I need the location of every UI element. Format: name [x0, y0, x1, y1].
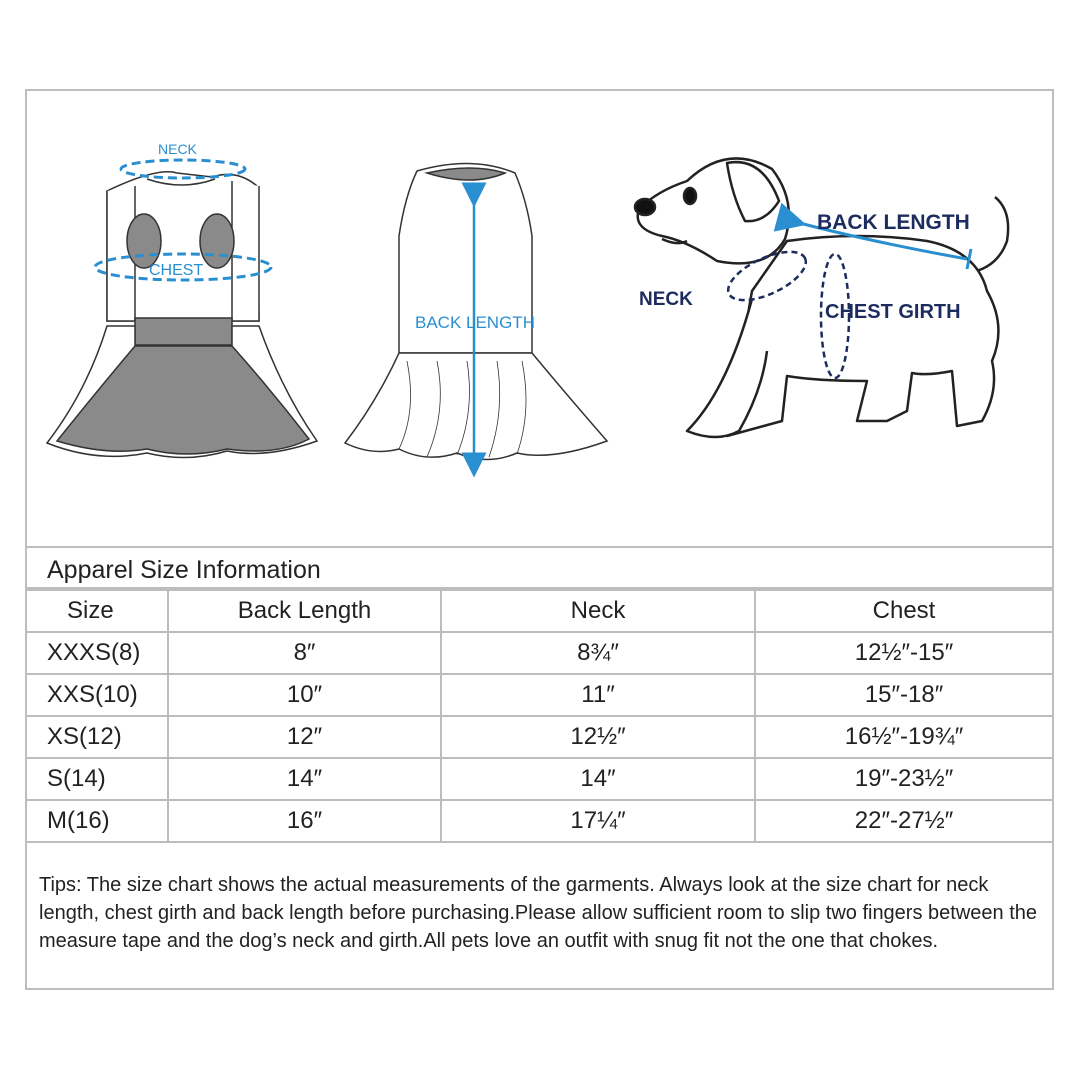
front-chest-label: CHEST: [149, 262, 204, 279]
table-title-bar: [27, 546, 1052, 589]
table-row: [27, 716, 1052, 758]
size-table: [27, 589, 1052, 843]
cell-chest: 12½″-15″: [755, 632, 1052, 674]
cell-neck: 12½″: [441, 716, 755, 758]
cell-chest: 15″-18″: [755, 674, 1052, 716]
cell-back-length: 14″: [168, 758, 441, 800]
table-row: [27, 674, 1052, 716]
table-header-row: [27, 590, 1052, 632]
table-row: [27, 632, 1052, 674]
cell-chest: 19″-23½″: [755, 758, 1052, 800]
cell-neck: 14″: [441, 758, 755, 800]
dog-chest-girth-label: CHEST GIRTH: [825, 301, 961, 323]
cell-back-length: 8″: [168, 632, 441, 674]
header-size: Size: [27, 590, 168, 632]
cell-neck: 17¼″: [441, 800, 755, 842]
header-back-length: Back Length: [168, 590, 441, 632]
cell-neck: 11″: [441, 674, 755, 716]
cell-size: S(14): [27, 758, 168, 800]
cell-chest: 16½″-19¾″: [755, 716, 1052, 758]
back-dress-drawing: [345, 163, 607, 459]
cell-back-length: 10″: [168, 674, 441, 716]
table-row: [27, 800, 1052, 842]
dog-back-length-label: BACK LENGTH: [817, 211, 970, 234]
back-length-label: BACK LENGTH: [415, 313, 535, 332]
cell-size: XS(12): [27, 716, 168, 758]
header-neck: Neck: [441, 590, 755, 632]
cell-back-length: 12″: [168, 716, 441, 758]
size-chart-frame: [25, 89, 1054, 990]
cell-size: M(16): [27, 800, 168, 842]
header-chest: Chest: [755, 590, 1052, 632]
cell-size: XXS(10): [27, 674, 168, 716]
cell-size: XXXS(8): [27, 632, 168, 674]
front-dress-drawing: [47, 172, 317, 458]
table-row: [27, 758, 1052, 800]
tips-text: Tips: The size chart shows the actual measurements of the garments. Always look at the size chart for neck length, chest girth and back length before purchasing.Please allow sufficient room to slip two fingers between the measure tape and the dog’s neck and girth.All pets love an outfit with snug fit not the one that chokes.: [39, 874, 1037, 952]
measurement-illustration: [27, 91, 1052, 545]
cell-back-length: 16″: [168, 800, 441, 842]
table-title: Apparel Size Information: [47, 556, 321, 584]
cell-neck: 8¾″: [441, 632, 755, 674]
front-neck-label: NECK: [158, 141, 197, 157]
cell-chest: 22″-27½″: [755, 800, 1052, 842]
dog-neck-label: NECK: [639, 289, 693, 310]
